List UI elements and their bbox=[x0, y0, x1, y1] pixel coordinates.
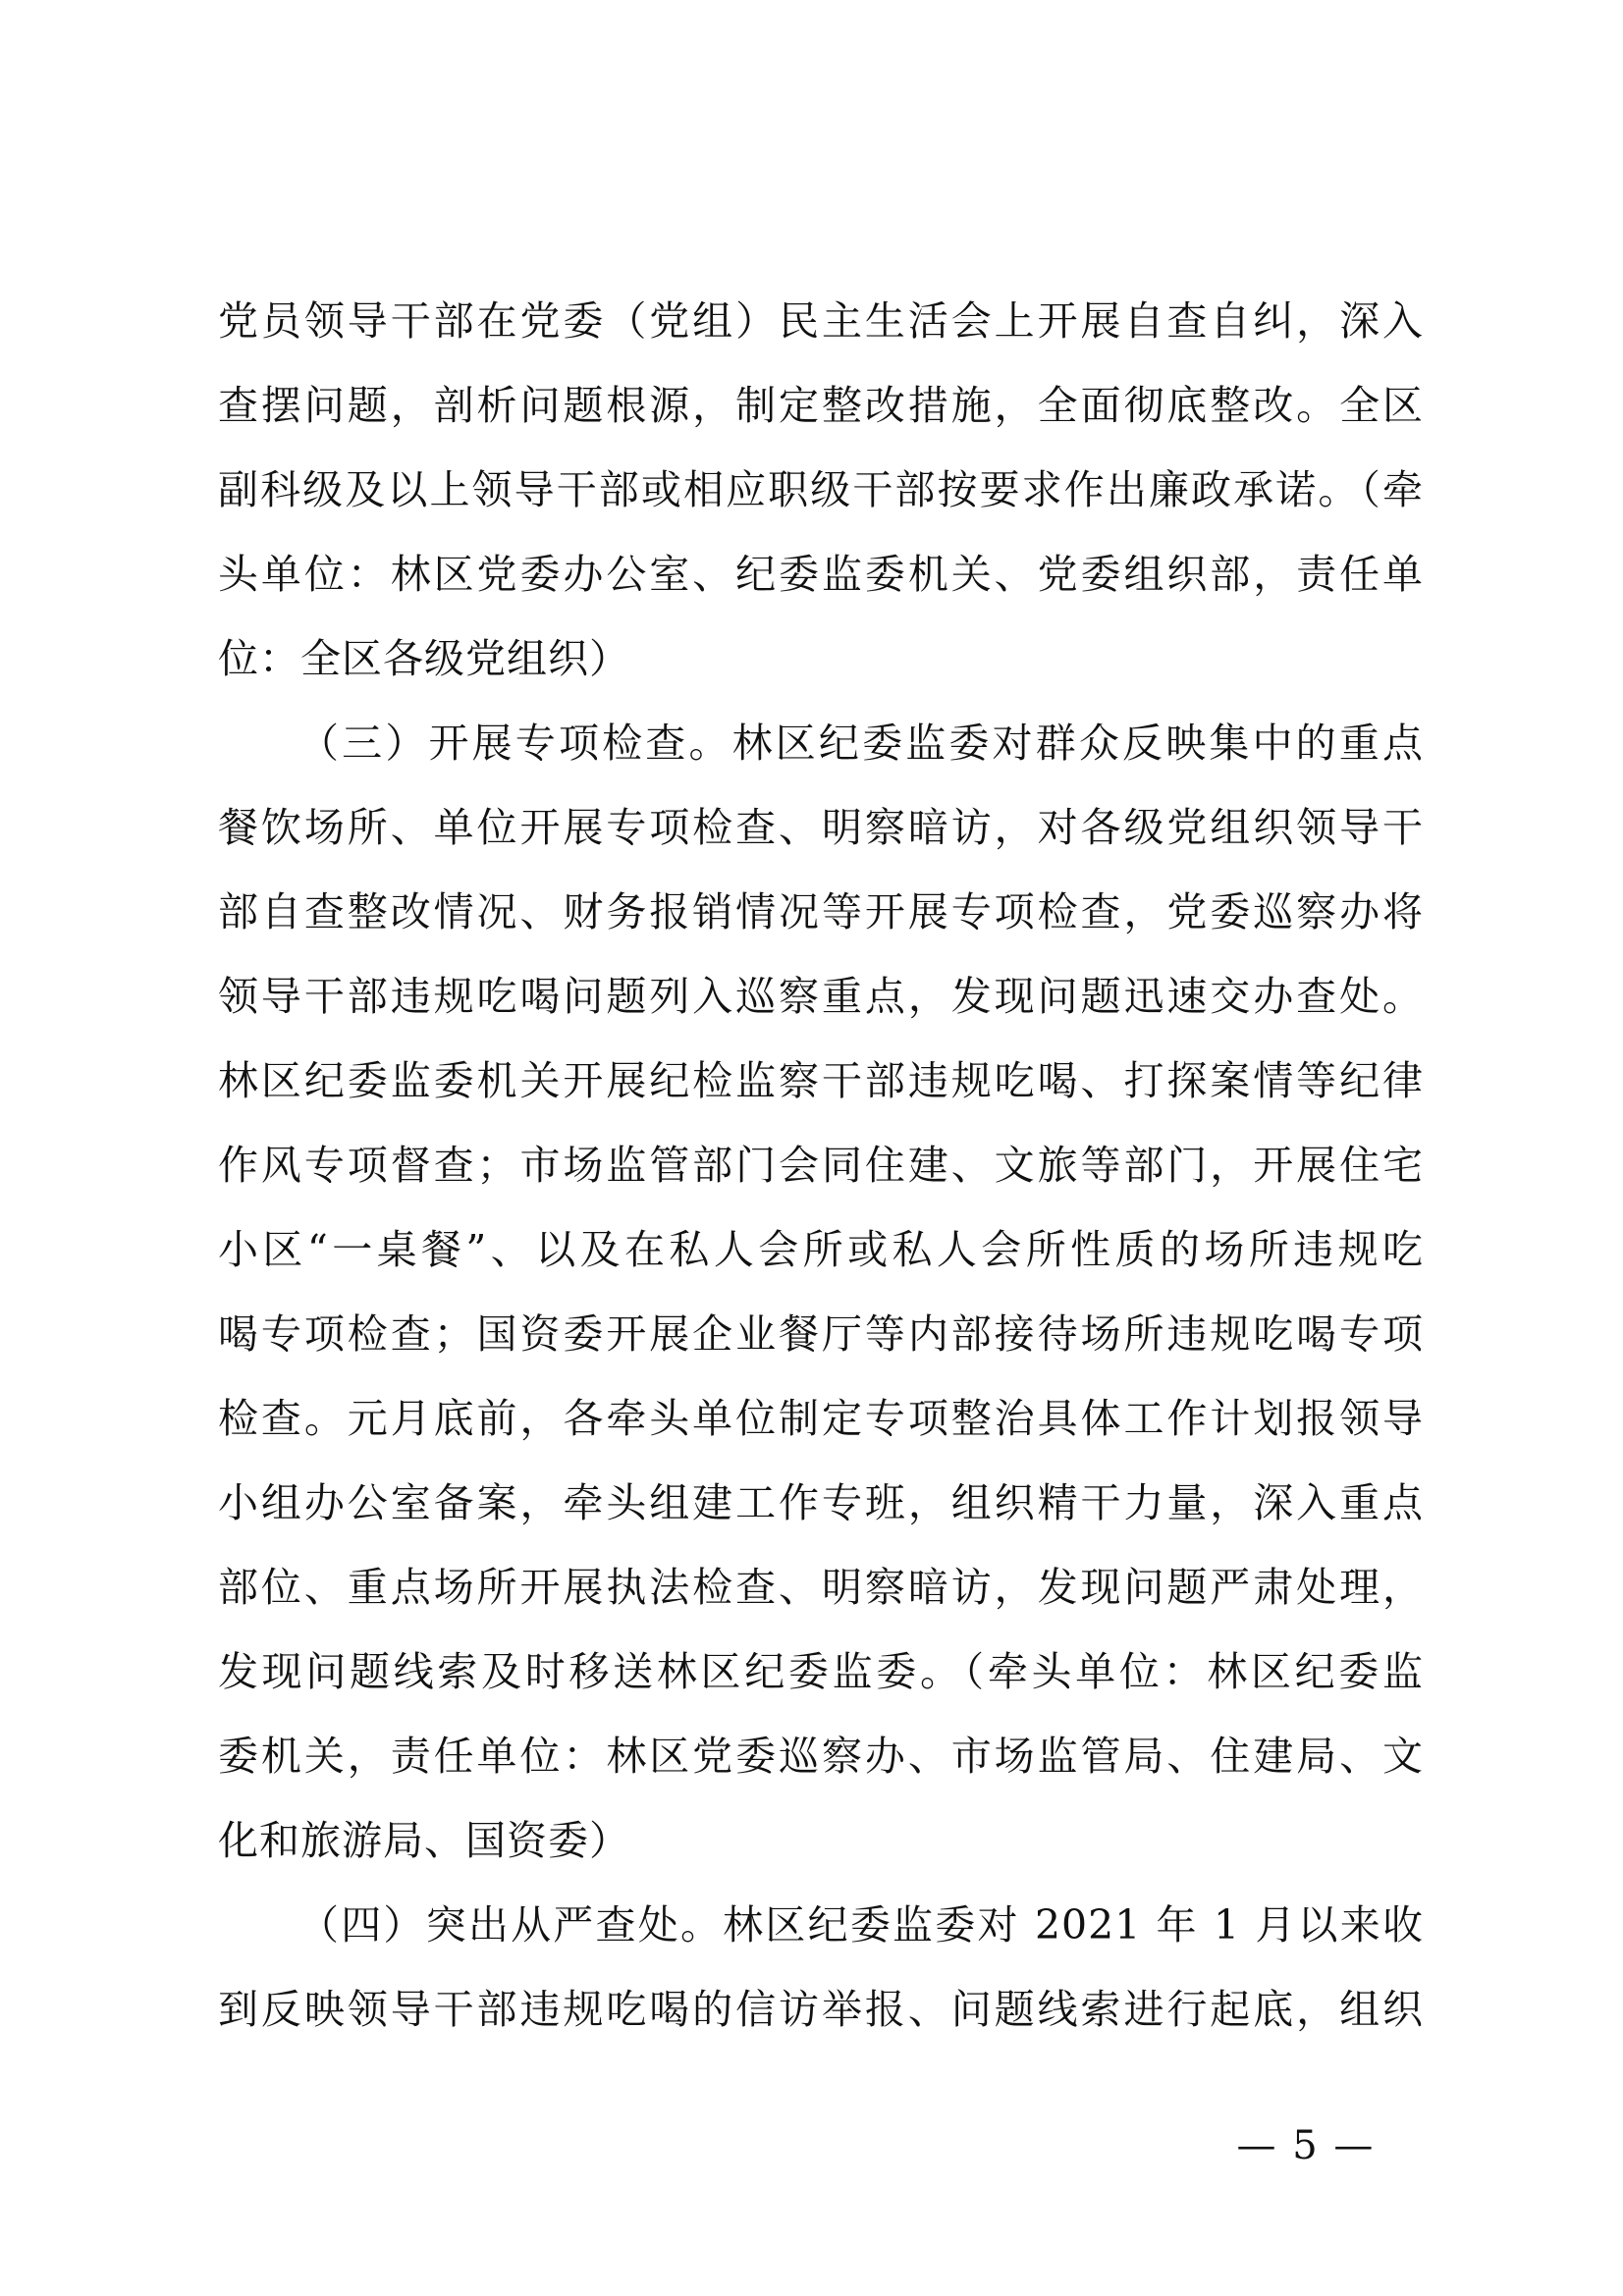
text-line: 部自查整改情况、财务报销情况等开展专项检查，党委巡察办将 bbox=[218, 888, 1424, 935]
text-line: 委机关，责任单位：林区党委巡察办、市场监管局、住建局、文 bbox=[218, 1733, 1424, 1780]
text-line: 作风专项督查；市场监管部门会同住建、文旅等部门，开展住宅 bbox=[218, 1142, 1424, 1189]
text-line: 小区“一桌餐”、以及在私人会所或私人会所性质的场所违规吃 bbox=[218, 1226, 1424, 1273]
text-line: 发现问题线索及时移送林区纪委监委。（牵头单位：林区纪委监 bbox=[218, 1648, 1424, 1695]
text-line: 检查。元月底前，各牵头单位制定专项整治具体工作计划报领导 bbox=[218, 1395, 1424, 1442]
text-line: 查摆问题，剖析问题根源，制定整改措施，全面彻底整改。全区 bbox=[218, 382, 1424, 429]
section-heading-line: （四）突出从严查处。林区纪委监委对 2021 年 1 月以来收 bbox=[298, 1901, 1424, 1949]
text-line: 小组办公室备案，牵头组建工作专班，组织精干力量，深入重点 bbox=[218, 1479, 1424, 1526]
text-line: 部位、重点场所开展执法检查、明察暗访，发现问题严肃处理， bbox=[218, 1564, 1424, 1611]
document-body bbox=[218, 279, 1424, 2052]
text-line: 餐饮场所、单位开展专项检查、明察暗访，对各级党组织领导干 bbox=[218, 804, 1424, 851]
text-line: 位：全区各级党组织） bbox=[218, 635, 630, 682]
page-number: — 5 — bbox=[1236, 2123, 1376, 2168]
text-line: 化和旅游局、国资委） bbox=[218, 1817, 630, 1864]
text-line: 领导干部违规吃喝问题列入巡察重点，发现问题迅速交办查处。 bbox=[218, 973, 1424, 1020]
section-heading-line: （三）开展专项检查。林区纪委监委对群众反映集中的重点 bbox=[298, 720, 1424, 767]
text-line: 党员领导干部在党委（党组）民主生活会上开展自查自纠，深入 bbox=[218, 297, 1424, 345]
text-line: 喝专项检查；国资委开展企业餐厅等内部接待场所违规吃喝专项 bbox=[218, 1310, 1424, 1358]
text-line: 副科级及以上领导干部或相应职级干部按要求作出廉政承诺。（牵 bbox=[218, 466, 1424, 513]
text-line: 林区纪委监委机关开展纪检监察干部违规吃喝、打探案情等纪律 bbox=[218, 1057, 1424, 1104]
text-line: 头单位：林区党委办公室、纪委监委机关、党委组织部，责任单 bbox=[218, 551, 1424, 598]
text-line: 到反映领导干部违规吃喝的信访举报、问题线索进行起底，组织 bbox=[218, 1986, 1424, 2033]
